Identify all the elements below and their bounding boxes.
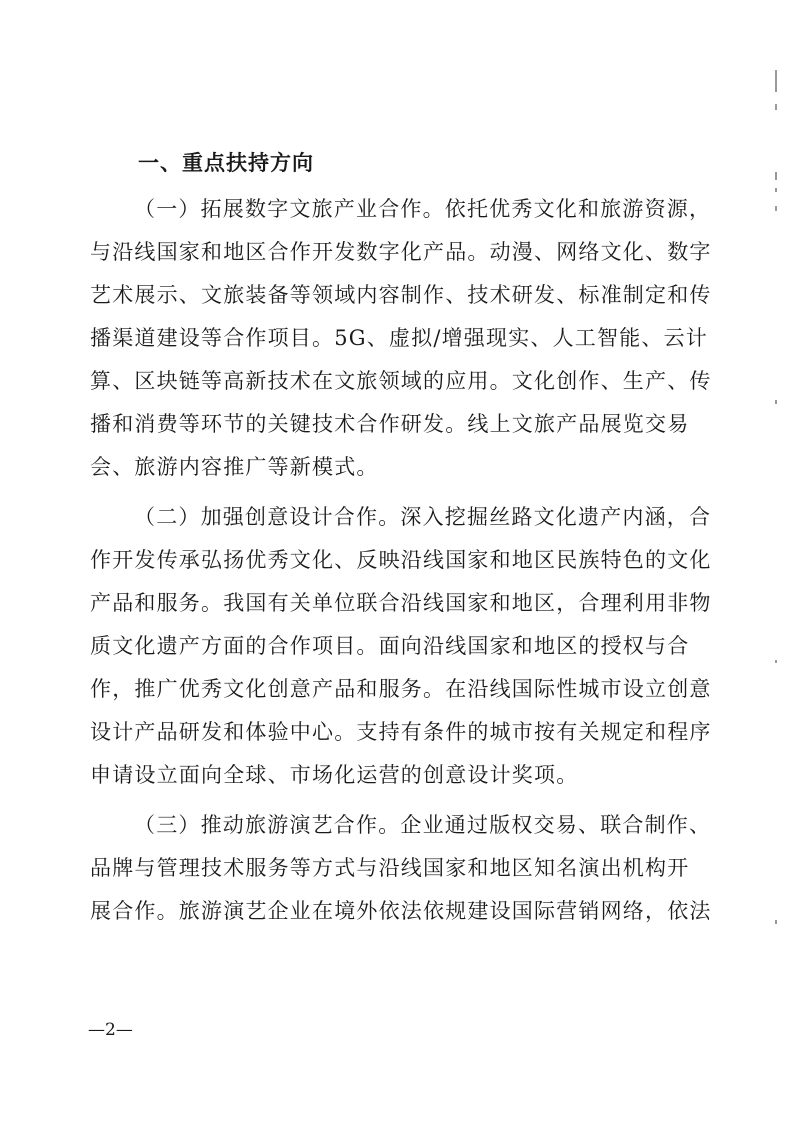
text-line: 产品和服务。我国有关单位联合沿线国家和地区，合理利用非物 <box>90 591 712 615</box>
text-line: 艺术展示、文旅装备等领域内容制作、技术研发、标准制定和传 <box>90 283 712 307</box>
text-line: 与沿线国家和地区合作开发数字化产品。动漫、网络文化、数字 <box>90 240 712 264</box>
paragraph-creative-design <box>90 496 712 797</box>
text-line: 质文化遗产方面的合作项目。面向沿线国家和地区的授权与合 <box>90 634 690 658</box>
text-line: （一）拓展数字文旅产业合作。依托优秀文化和旅游资源， <box>134 197 712 221</box>
scan-margin-marks <box>775 60 779 1020</box>
text-line: 展合作。旅游演艺企业在境外依法依规建设国际营销网络，依法 <box>90 899 712 923</box>
text-line: 设计产品研发和体验中心。支持有条件的城市按有关规定和程序 <box>90 720 712 744</box>
text-line: （二）加强创意设计合作。深入挖掘丝路文化遗产内涵，合 <box>134 505 712 529</box>
paragraph-digital-tourism <box>90 188 712 489</box>
body-text <box>90 188 712 933</box>
text-line: 播渠道建设等合作项目。5G、虚拟/增强现实、人工智能、云计 <box>90 326 709 350</box>
text-line: 会、旅游内容推广等新模式。 <box>90 455 379 479</box>
text-line: （三）推动旅游演艺合作。企业通过版权交易、联合制作、 <box>134 813 712 837</box>
paragraph-tourism-performance <box>90 804 712 933</box>
section-heading: 一、重点扶持方向 <box>138 151 314 175</box>
text-line: 作，推广优秀文化创意产品和服务。在沿线国际性城市设立创意 <box>90 677 712 701</box>
page-number: —2— <box>88 1020 133 1040</box>
text-line: 品牌与管理技术服务等方式与沿线国家和地区知名演出机构开 <box>90 856 690 880</box>
text-line: 作开发传承弘扬优秀文化、反映沿线国家和地区民族特色的文化 <box>90 548 712 572</box>
text-line: 播和消费等环节的关键技术合作研发。线上文旅产品展览交易 <box>90 412 690 436</box>
text-line: 算、区块链等高新技术在文旅领域的应用。文化创作、生产、传 <box>90 369 712 393</box>
text-line: 申请设立面向全球、市场化运营的创意设计奖项。 <box>90 763 579 787</box>
